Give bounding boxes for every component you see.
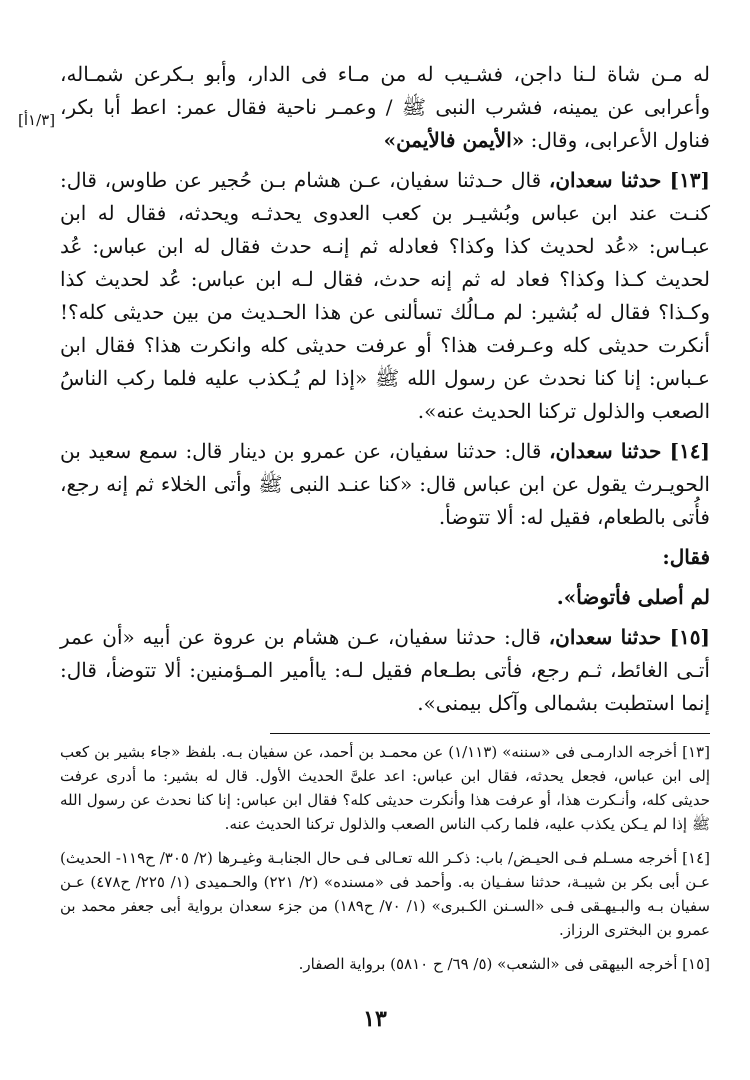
footnote-15: [١٥] أخرجه البيهقى فى «الشعب» (٥/ ٦٩/ ح ٥٨١٠) برواية الصفار. <box>298 955 710 973</box>
margin-reference: [١/٣أ] <box>18 111 56 129</box>
hadith-15-text: قال: حدثنا سفيان، عـن هشام بن عروة عن أبيه «أن عمر أتـى الغائط، ثـم رجع، فأتى بطـعام فقيل لـه: ياأمير المـؤمنين: ألا تتوضأ، قال: إنما استطبت بشمالى وآكل بيمنى». <box>60 625 710 715</box>
hadith-14-header: [١٤] حدثنا سعدان، <box>549 439 711 463</box>
hadith-15 <box>60 621 710 720</box>
hadith-13-text: قال حـدثنا سفيان، عـن هشام بـن حُجير عن طاوس، قال: كنـت عند ابن عباس وبُشيـر بن كعب العدوى يحدثـه ويحدثه، فقال له ابن عبـاس: «عُد لحديث كذا وكذا؟ فعادله ثم إنـه حدث فقال له ابن عباس: عُد لحديث كـذا وكذا؟ فعاد له ثم إنه حدث، فقال لـه ابن عباس: عُد لحديث كذا وكـذا؟ فقال له بُشير: لم مـالُك تسألنى عن هذا الحـديث من بين حديثى كله؟! أنكرت حديثى كله وعـرفت هذا؟ أو عرفت حديثى كله وانكرت هذا؟ فقال ابن عـباس: إنا كنا نحدث عن رسول الله ﷺ «إذا لم يُـكذب عليه فلما ركب الناسُ الصعب والذلول تركنا الحديث عنه». <box>60 168 710 423</box>
paragraph-intro <box>60 58 710 157</box>
main-text <box>60 58 710 720</box>
hadith-13-header: [١٣] حدثنا سعدان، <box>548 168 711 192</box>
intro-text: له مـن شاة لـنا داجن، فشـيب له من مـاء فى الدار، وأبو بـكرعن شمـاله، وأعرابى عن يمينه، فشرب النبى ﷺ / وعمـر ناحية فقال عمر: اعط أبا بكر، فناول الأعرابى، وقال: <box>60 62 710 152</box>
footnotes <box>60 740 710 976</box>
hadith-15-header: [١٥] حدثنا سعدان، <box>548 625 710 649</box>
hadith-14 <box>60 435 710 534</box>
hadith-14-fqal: فقال: <box>662 545 710 569</box>
footnote-divider <box>270 733 710 734</box>
intro-quote: «الأيمن فالأيمن» <box>383 128 525 152</box>
hadith-14-end: لم أصلى فأتوضأ». <box>556 585 710 609</box>
page-number: ١٣ <box>363 1006 387 1032</box>
hadith-13 <box>60 164 710 428</box>
hadith-14-text: قال: حدثنا سفيان، عن عمرو بن دينار قال: سمع سعيد بن الحويـرث يقول عن ابن عباس قال: «كنا عنـد النبى ﷺ وأتى الخلاء ثم إنه رجع، فأُتى بالطعام، فقيل له: ألا تتوضأ. <box>60 439 710 529</box>
footnote-13: [١٣] أخرجه الدارمـى فى «سننه» (١/١١٣) عن محمـد بن أحمد، عن سفيان بـه. بلفظ «جاء بشير بن كعب إلى ابن عباس، فجعل يحدثه، فقال ابن عباس: اعد علىَّ الحديث الأول. قال له بشير: ما أدرى عرفت حديثى كله، وأنـكرت هذا، أو عرفت هذا وأنكرت حديثى كله؟ فقال ابن عباس: إنا كنا نحدث عن رسول الله ﷺ إذا لم يـكن يكذب عليه، فلما ركب الناس الصعب والذلول تركنا الحديث عنه. <box>60 743 710 833</box>
footnote-14: [١٤] أخرجه مسـلم فـى الحيـض/ باب: ذكـر الله تعـالى فـى حال الجنابـة وغيـرها (٢/ ٣٠٥/ ح١١٩- الحديث) عـن أبى بكر بن شيبـة، حدثنا سفـيان به. وأحمد فى «مسنده» (٢/ ٢٢١) والحـميدى (١/ ٢٢٥/ ح٤٧٨) عـن سفيان بـه والبـيهـقى فـى «السـنن الكـبرى» (١/ ٧٠/ ح١٨٩) من جزء سعدان برواية أبى جعفر محمد بن عمرو بن البخترى الرزاز. <box>60 849 710 939</box>
